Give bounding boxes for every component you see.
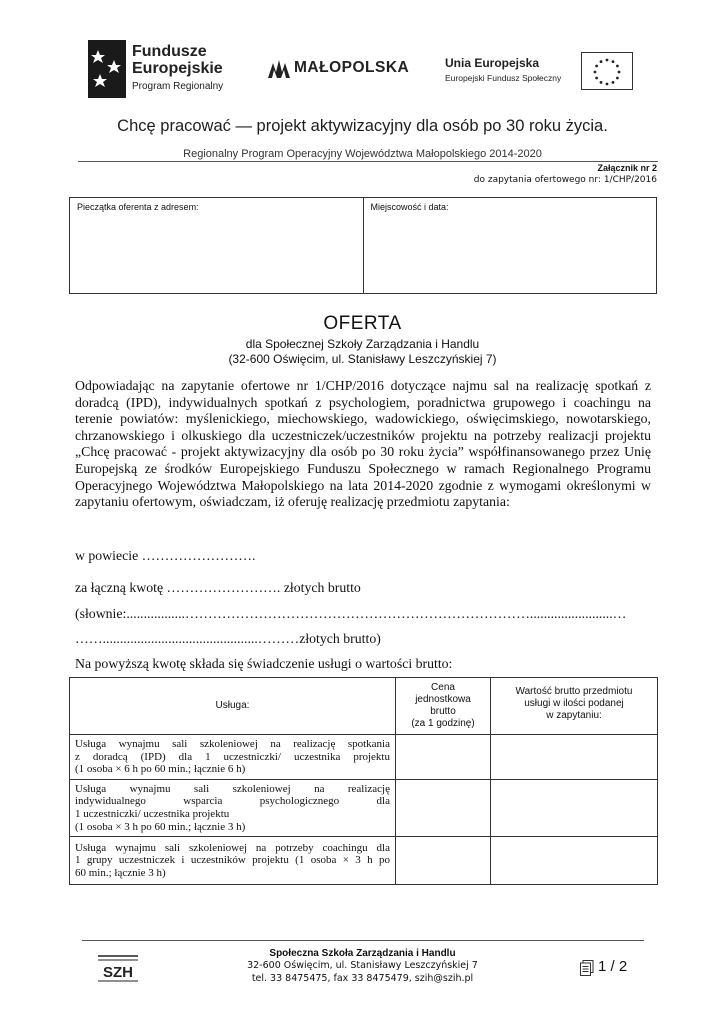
stamp-cell-address[interactable] [70, 198, 363, 293]
fe-stars-icon [88, 40, 126, 98]
fundusze-europejskie-logo [88, 40, 258, 100]
offer-recipient-address: (32-600 Oświęcim, ul. Stanisławy Leszczyńskiej 7) [228, 352, 497, 366]
program-line: Regionalny Program Operacyjny Województwa Małopolskiego 2014-2020 [183, 148, 542, 160]
total-value-cell[interactable] [491, 735, 658, 780]
ue-logo-line2: Europejski Fundusz Społeczny [445, 73, 562, 83]
malopolska-logo-text: MAŁOPOLSKA [294, 59, 410, 76]
offer-title: OFERTA [323, 313, 402, 334]
offer-recipient: dla Społecznej Szkoły Zarządzania i Handlu [245, 337, 480, 351]
ue-logo-line1: Unia Europejska [445, 56, 540, 70]
header-total-value: Wartość brutto przedmiotu usługi w ilości podanej w zapytaniu: [491, 678, 658, 735]
service-description: Usługa wynajmu sali szkoleniowej na realizację indywidualnego wsparcia psychologicznego dla 1 uczestniczki/ uczestnika projektu (1 osoba × 3 h po 60 min.; łącznie 3 h) [70, 780, 396, 837]
stamp-address-label: Pieczątka oferenta z adresem: [77, 202, 199, 212]
unit-price-cell[interactable] [396, 837, 491, 885]
table-row [70, 780, 658, 837]
footer-divider [82, 940, 644, 941]
stamp-box [69, 197, 657, 294]
table-row [70, 837, 658, 885]
unit-price-cell[interactable] [396, 780, 491, 837]
attachment-title: Załącznik nr 2 [597, 163, 657, 173]
header-service: Usługa: [70, 678, 396, 735]
header-divider [78, 161, 658, 162]
amount-words-end-line[interactable]: …….............................................………złotych brutto) [75, 631, 381, 646]
service-description: Usługa wynajmu sali szkoleniowej na realizację spotkania z doradcą (IPD) dla 1 uczestniczki/ uczestnika projektu (1 osoba × 6 h po 60 min.; łącznie 6 h) [70, 735, 396, 780]
page-number: 1 / 2 [598, 958, 628, 975]
services-table [69, 677, 658, 885]
fe-logo-line2: Europejskie [132, 60, 223, 77]
total-value-cell[interactable] [491, 780, 658, 837]
table-header-row [70, 678, 658, 735]
unia-europejska-logo [445, 52, 655, 96]
page-stack-icon [580, 960, 594, 981]
footer-address: 32-600 Oświęcim, ul. Stanisławy Leszczyńskiej 7 [247, 960, 478, 971]
footer-contact: tel. 33 8475475, fax 33 8475479, szih@szih.pl [251, 973, 474, 984]
table-row [70, 735, 658, 780]
fe-logo-line1: Fundusze [132, 43, 207, 60]
amount-fill-line[interactable]: za łączną kwotę ……………………. złotych brutto [75, 580, 361, 595]
offer-summary-line: Na powyższą kwotę składa się świadczenie usługi o wartości brutto: [75, 656, 453, 671]
attachment-subtitle: do zapytania ofertowego nr: 1/CHP/2016 [473, 175, 657, 185]
szh-logo-text: SZH [103, 964, 133, 981]
unit-price-cell[interactable] [396, 735, 491, 780]
service-description: Usługa wynajmu sali szkoleniowej na potrzeby coachingu dla 1 grupy uczestniczek i uczestników projektu (1 osoba × 3 h po 60 min.; łącznie 3 h) [70, 837, 396, 885]
total-value-cell[interactable] [491, 837, 658, 885]
project-title: Chcę pracować — projekt aktywizacyjny dla osób po 30 roku życia. [117, 117, 608, 135]
amount-words-fill-line[interactable]: (słownie:.................…………………………………………………………………........................… [75, 606, 627, 621]
stamp-place-date-label: Miejscowość i data: [370, 202, 449, 212]
eu-flag-icon [581, 52, 633, 90]
offer-paragraph: Odpowiadając na zapytanie ofertowe nr 1/CHP/2016 dotyczące najmu sal na realizację spotkań z doradcą (IPD), indywidualnych spotkań z psychologiem, poradnictwa grupowego i coachingu na terenie powiatów: myślenickiego, miechowskiego, wadowickiego, oświęcimskiego, nowotarskiego, chrzanowskiego i olkuskiego dla uczestniczek/uczestników projektu na potrzeby realizacji projektu „Chcę pracować - projekt aktywizacyjny dla osób po 30 roku życia” współfinansowanego przez Unię Europejską ze środków Europejskiego Funduszu Społecznego w ramach Regionalnego Programu Operacyjnego Województwa Małopolskiego na lata 2014-2020 zgodnie z wymogami określonymi w zapytaniu ofertowym, oświadczam, iż oferuję realizację przedmiotu zapytania: [75, 378, 651, 510]
header-unit-price: Cena jednostkowa brutto (za 1 godzinę) [396, 678, 491, 735]
stamp-cell-place-date[interactable] [363, 198, 657, 293]
fe-logo-line3: Program Regionalny [132, 81, 224, 92]
footer-school-name: Społeczna Szkoła Zarządzania i Handlu [269, 948, 456, 959]
malopolska-mark-icon [268, 60, 290, 83]
county-fill-line[interactable]: w powiecie ……………………. [75, 548, 256, 563]
